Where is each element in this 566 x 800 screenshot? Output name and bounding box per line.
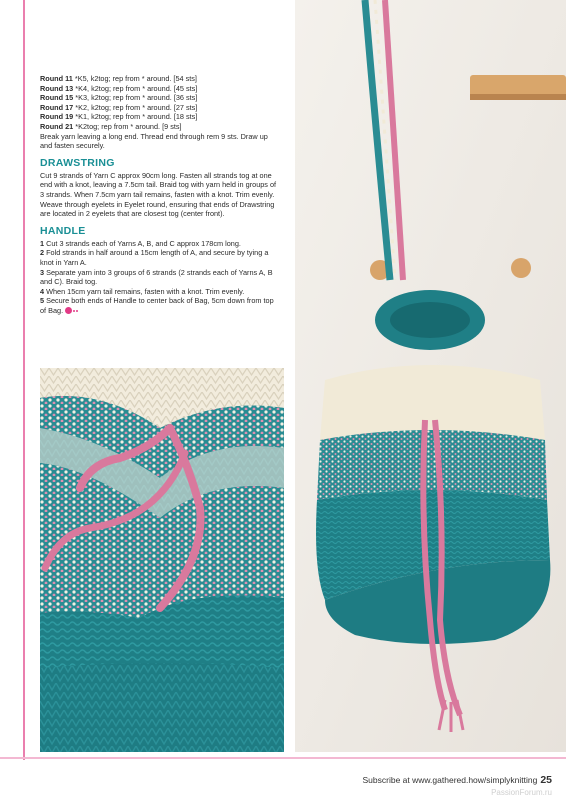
step-number: 2 — [40, 248, 45, 258]
handle-steps — [40, 239, 280, 316]
round-instruction: *K2tog; rep from * around. [9 sts] — [73, 121, 182, 131]
step-number: 4 — [40, 286, 45, 296]
handle-step — [40, 287, 280, 297]
round-row — [40, 93, 280, 103]
round-label: Round 13 — [40, 83, 74, 93]
step-number: 3 — [40, 267, 45, 277]
watermark: PassionForum.ru — [491, 788, 552, 797]
round-row — [40, 122, 280, 132]
round-label: Round 15 — [40, 93, 74, 103]
round-instruction: *K5, k2tog; rep from * around. [54 sts] — [72, 74, 197, 83]
rounds-list — [40, 74, 280, 132]
round-row — [40, 103, 280, 113]
round-instruction: *K2, k2tog; rep from * around. [27 sts] — [73, 102, 198, 112]
step-text: Fold strands in half around a 15cm length of A, and secure by tying a knot in Yarn A. — [40, 248, 269, 267]
bag-illustration — [295, 0, 566, 752]
round-label: Round 11 — [40, 74, 73, 83]
left-margin-rule — [23, 0, 25, 760]
step-text: Separate yarn into 3 groups of 6 strands (2 strands each of Yarns A, B and C). Braid tog. — [40, 267, 273, 287]
round-label: Round 19 — [40, 112, 74, 122]
handle-step — [40, 248, 280, 267]
round-label: Round 21 — [40, 121, 74, 131]
bottom-rule — [0, 757, 566, 759]
step-number: 1 — [40, 238, 45, 248]
round-row — [40, 74, 280, 84]
end-dot-icon — [76, 310, 78, 312]
pattern-text-column — [40, 74, 280, 315]
page-number: 25 — [540, 774, 552, 786]
round-instruction: *K4, k2tog; rep from * around. [45 sts] — [73, 83, 198, 93]
drawstring-heading: DRAWSTRING — [40, 156, 115, 169]
knitted-fabric-closeup-photo — [40, 368, 284, 752]
handle-heading: HANDLE — [40, 224, 86, 237]
round-instruction: *K1, k2tog; rep from * around. [18 sts] — [73, 112, 198, 122]
round-label: Round 17 — [40, 102, 74, 112]
round-instruction: *K3, k2tog; rep from * around. [36 sts] — [73, 93, 198, 103]
round-row — [40, 112, 280, 122]
finished-bag-photo — [295, 0, 566, 752]
closeup-illustration — [40, 368, 284, 752]
step-number: 5 — [40, 296, 45, 306]
step-text: When 15cm yarn tail remains, fasten with a knot. Trim evenly. — [44, 286, 245, 296]
end-dot-icon — [73, 310, 75, 312]
subscribe-link[interactable]: Subscribe at www.gathered.how/simplyknitting — [362, 775, 538, 785]
end-of-pattern-icon — [65, 307, 72, 314]
drawstring-text: Cut 9 strands of Yarn C approx 90cm long. Fasten all strands tog at one end with a knot, leaving a 7.5cm tail. Braid tog with yarn held in groups of 3 strands. When 7.5cm yarn tail remains, fasten with a knot. Trim evenly. Weave through eyelets in Eyelet round, ensuring that ends of Drawstring are located in 2 eyelets that are closest tog (center front). — [40, 170, 277, 219]
handle-step — [40, 268, 280, 287]
finish-instruction: Break yarn leaving a long end. Thread end through rem 9 sts. Draw up and fasten securely. — [40, 131, 268, 151]
handle-step — [40, 239, 280, 249]
step-text: Cut 3 strands each of Yarns A, B, and C approx 178cm long. — [44, 238, 241, 248]
step-text: Secure both ends of Handle to center back of Bag, 5cm down from top of Bag. — [40, 296, 274, 315]
page-footer — [363, 774, 553, 786]
handle-step — [40, 296, 280, 315]
round-row — [40, 84, 280, 94]
